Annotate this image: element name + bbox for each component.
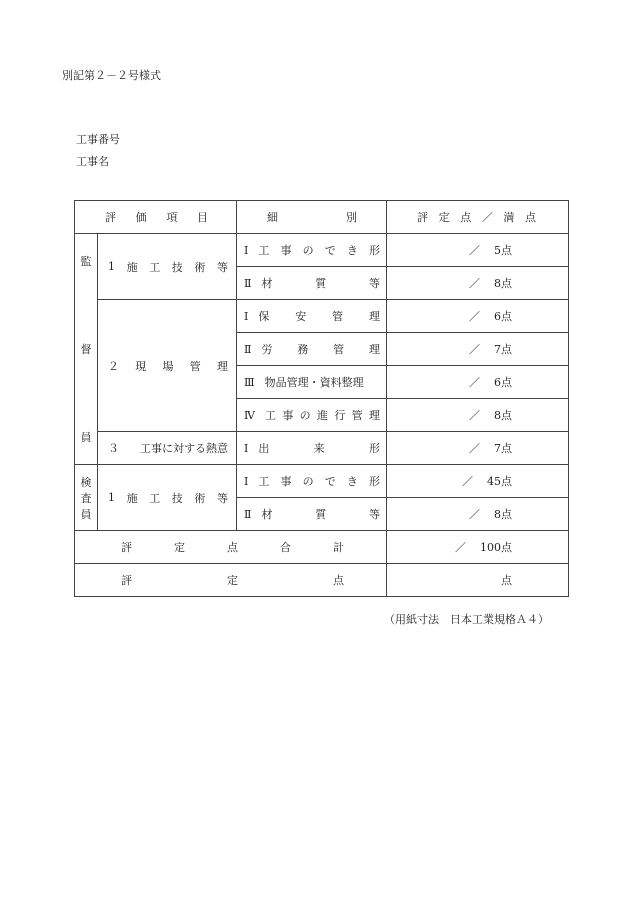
detail-cell: Ⅲ 物品管理・資料整理 xyxy=(237,366,387,399)
header-score: 評 定 点 ／ 満 点 xyxy=(387,201,569,234)
detail-cell: Ⅰ 工 事 の で き 形 xyxy=(237,234,387,267)
category-cell: ３ 工事に対する熱意 xyxy=(98,432,237,465)
detail-cell: Ⅱ 労 務 管 理 xyxy=(237,333,387,366)
detail-cell: Ⅰ 工 事 の で き 形 xyxy=(237,465,387,498)
table-row xyxy=(75,300,569,333)
detail-cell: Ⅰ 保 安 管 理 xyxy=(237,300,387,333)
final-score: 点 xyxy=(387,564,569,597)
detail-cell: Ⅱ 材 質 等 xyxy=(237,498,387,531)
score-cell: ／ 45点 xyxy=(387,465,569,498)
score-cell: ／ 6点 xyxy=(387,366,569,399)
work-number-label: 工事番号 xyxy=(76,133,120,146)
role-supervisor: 監 督 員 xyxy=(75,234,98,465)
score-cell: ／ 5点 xyxy=(387,234,569,267)
total-label: 評 定 点 合 計 xyxy=(75,531,387,564)
header-detail: 細 別 xyxy=(237,201,387,234)
detail-cell: Ⅰ 出 来 形 xyxy=(237,432,387,465)
header-item: 評 価 項 目 xyxy=(75,201,237,234)
header-row xyxy=(75,201,569,234)
score-cell: ／ 6点 xyxy=(387,300,569,333)
score-cell: ／ 8点 xyxy=(387,498,569,531)
table-row xyxy=(75,432,569,465)
work-name-label: 工事名 xyxy=(76,155,109,168)
evaluation-table xyxy=(74,200,569,597)
category-cell: 1 施 工 技 術 等 xyxy=(98,234,237,300)
table-row xyxy=(75,465,569,498)
category-cell: 1 施 工 技 術 等 xyxy=(98,465,237,531)
score-cell: ／ 8点 xyxy=(387,399,569,432)
form-title: 別記第２－２号様式 xyxy=(62,69,161,82)
final-row xyxy=(75,564,569,597)
detail-cell: Ⅱ 材 質 等 xyxy=(237,267,387,300)
category-cell: ２ 現 場 管 理 xyxy=(98,300,237,432)
score-cell: ／ 7点 xyxy=(387,333,569,366)
paper-size-note: （用紙寸法 日本工業規格Ａ４） xyxy=(384,613,549,626)
total-row xyxy=(75,531,569,564)
table-row xyxy=(75,234,569,267)
role-inspector: 検 査 員 xyxy=(75,465,98,531)
detail-cell: Ⅳ 工 事 の 進 行 管 理 xyxy=(237,399,387,432)
final-label: 評 定 点 xyxy=(75,564,387,597)
score-cell: ／ 8点 xyxy=(387,267,569,300)
total-score: ／ 100点 xyxy=(387,531,569,564)
score-cell: ／ 7点 xyxy=(387,432,569,465)
